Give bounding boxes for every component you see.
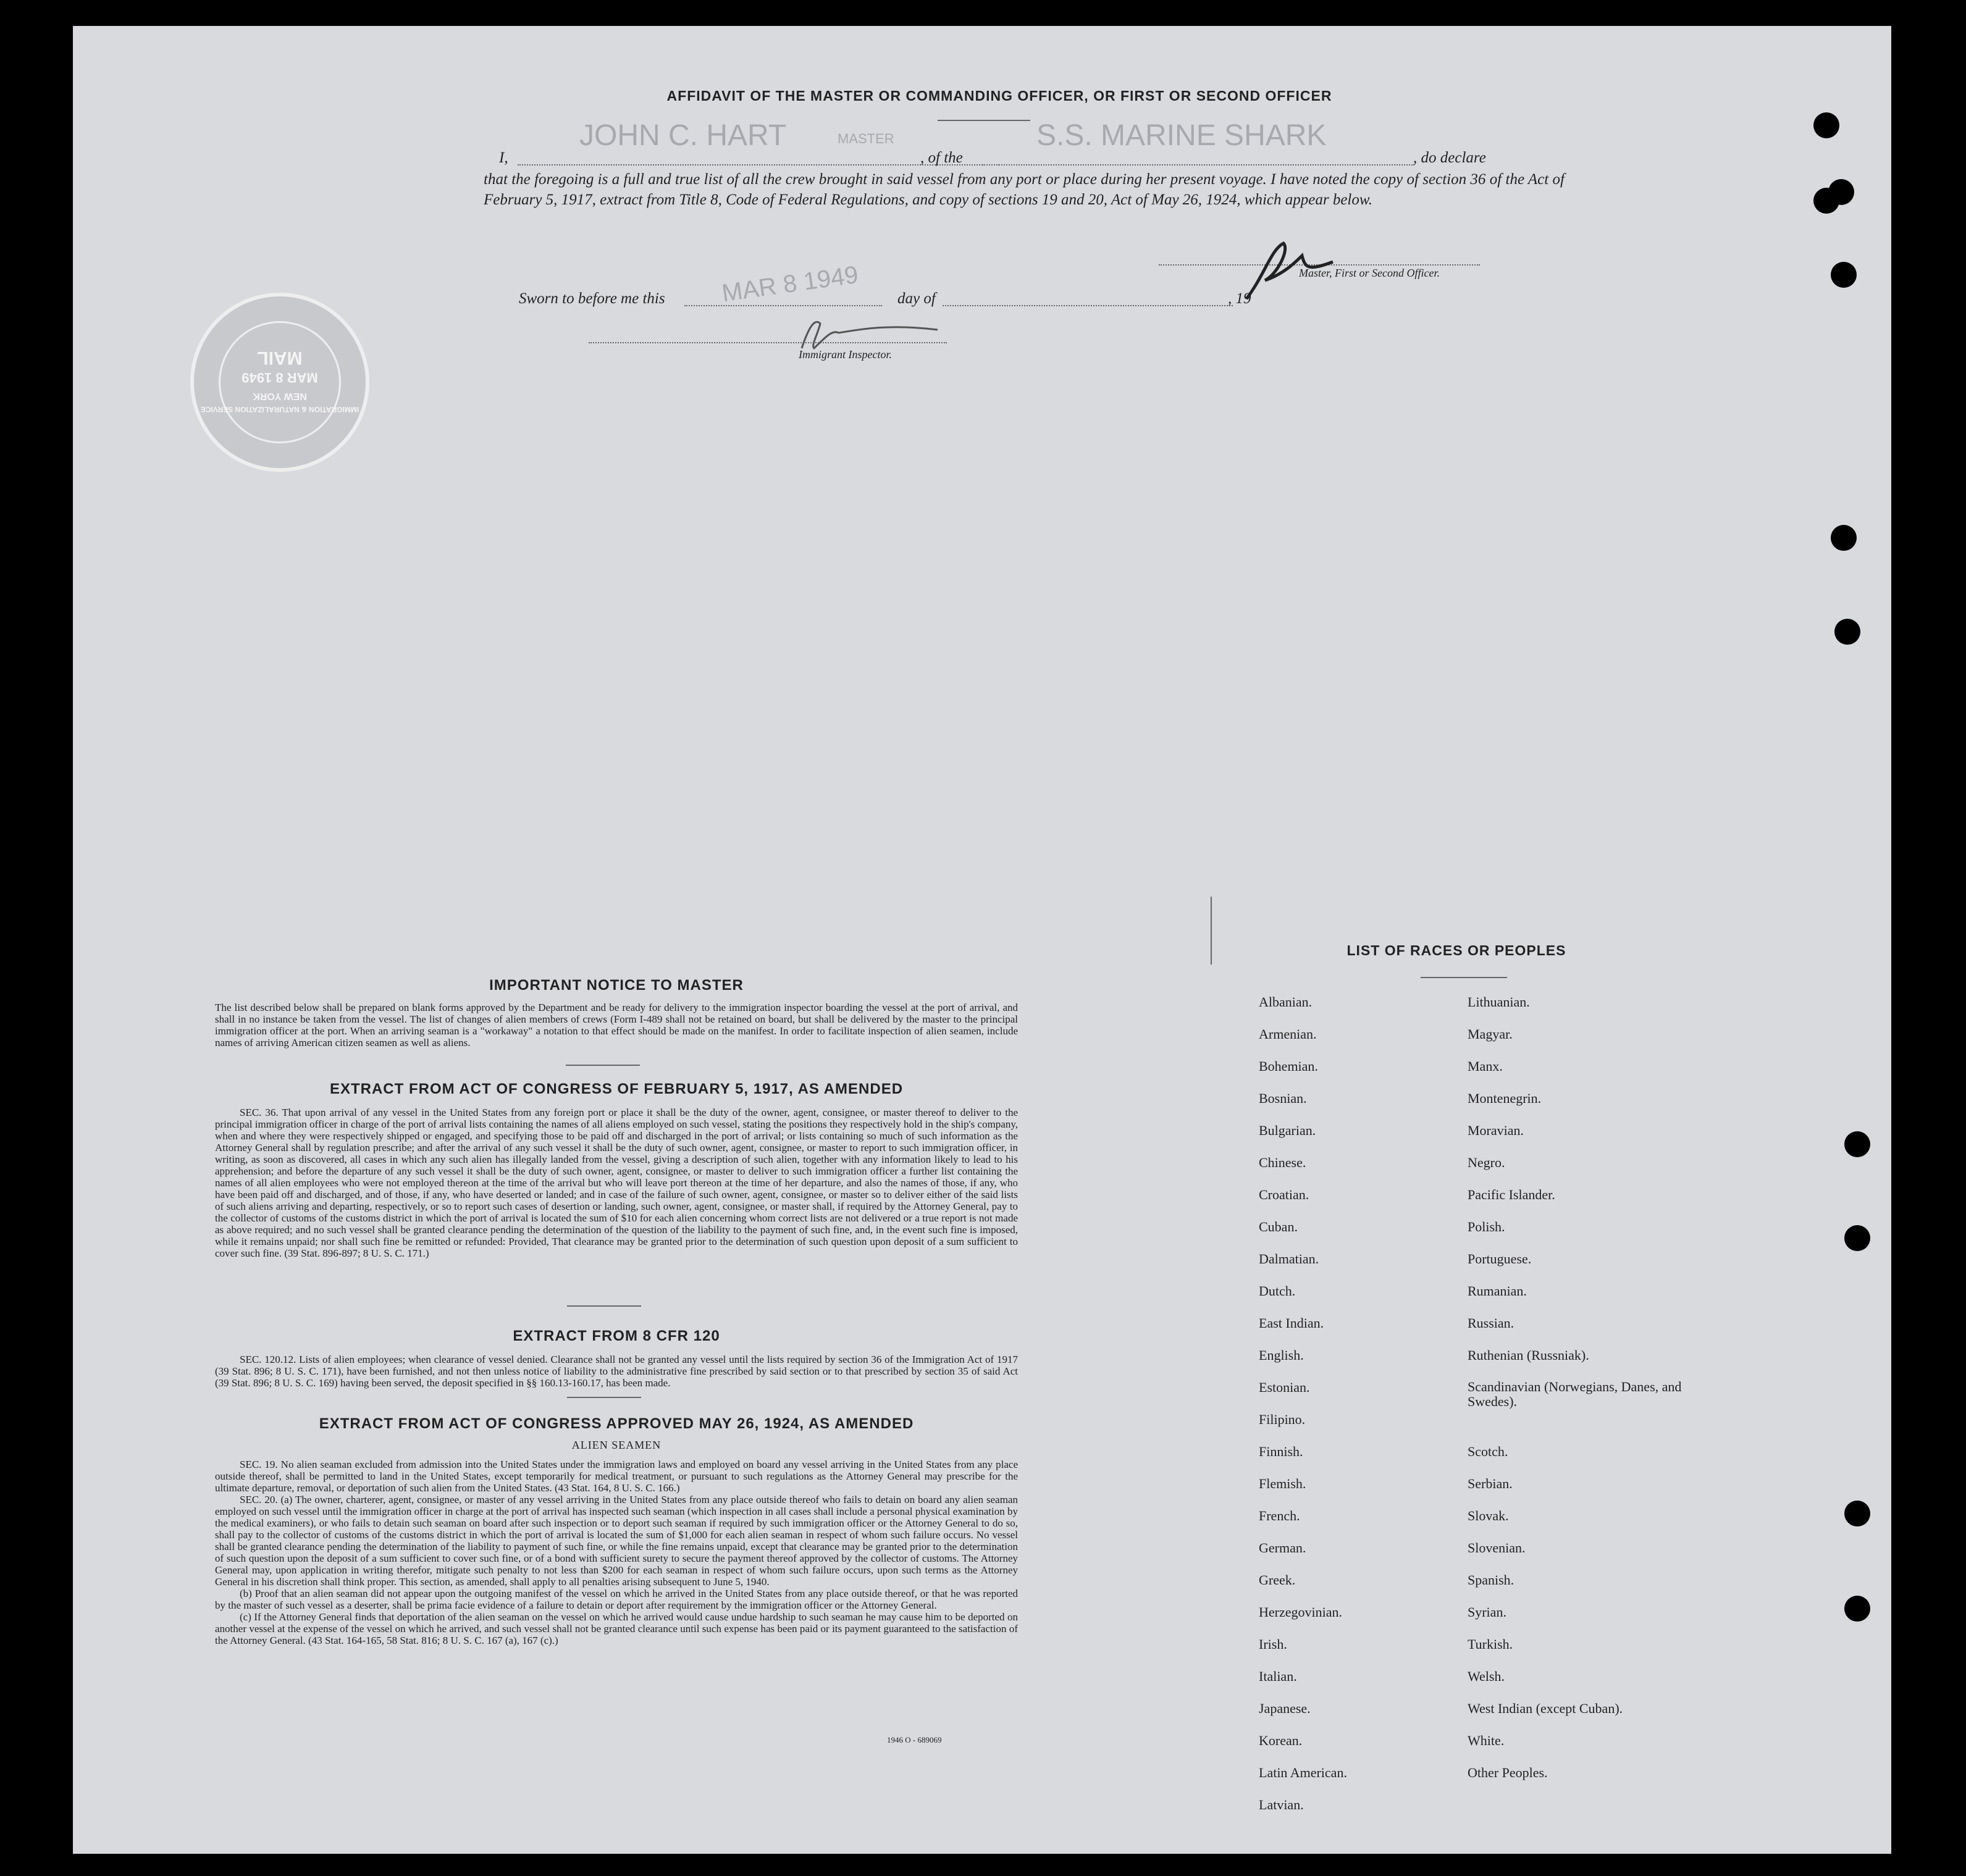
extract-cfr-divider xyxy=(567,1397,641,1398)
extract-cfr-text: SEC. 120.12. Lists of alien employees; when clearance of vessel denied. Clearance shall not be granted any vessel until the lists required by section 36 of the Immigration Act of 1917 (39 Stat. 896; 8 U. S. C. 171), have been furnished, and not then unless notice of liability to the administrative fine prescribed by said section or to that prescribed by section 35 of said Act (39 Stat. 896; 8 U. S. C. 169) having been served, the deposit specified in §§ 160.13-160.17, has been made. xyxy=(215,1354,1018,1389)
race-item: Dalmatian. xyxy=(1259,1251,1319,1267)
punch-hole xyxy=(1844,1501,1870,1526)
race-item: Bulgarian. xyxy=(1259,1123,1316,1138)
race-item: Pacific Islander. xyxy=(1468,1187,1555,1202)
punch-hole xyxy=(1834,619,1860,645)
extract-cfr-title: EXTRACT FROM 8 CFR 120 xyxy=(513,1328,720,1344)
race-item: Irish. xyxy=(1259,1636,1287,1652)
punch-hole xyxy=(1844,1596,1870,1622)
race-item: Armenian. xyxy=(1259,1026,1317,1042)
race-item: Bosnian. xyxy=(1259,1091,1307,1106)
race-item: Latin American. xyxy=(1259,1765,1347,1780)
race-item: Lithuanian. xyxy=(1468,994,1530,1010)
race-item: Slovak. xyxy=(1468,1508,1509,1523)
sec19-text: SEC. 19. No alien seaman excluded from admission into the United States under the immigration laws and employed on board any vessel arriving in the United States from any place outside thereof, shall be permitted to land in the United States, except temporarily for medical treatment, or pursuant to such regulations as the Attorney General may prescribe for the ultimate departure, removal, or deportation of such alien from the United States. (43 Stat. 164, 8 U. S. C. 166.) xyxy=(215,1459,1018,1494)
race-item: English. xyxy=(1259,1347,1304,1363)
print-code: 1946 O - 689069 xyxy=(887,1735,942,1744)
title-divider xyxy=(938,120,1030,121)
race-item: Chinese. xyxy=(1259,1155,1306,1170)
seal-text-city: NEW YORK xyxy=(253,391,307,401)
race-item: West Indian (except Cuban). xyxy=(1468,1701,1623,1716)
extract-1924-subtitle: ALIEN SEAMEN xyxy=(571,1439,662,1451)
margin-mark xyxy=(1211,897,1212,965)
sworn-date-stamp: MAR 8 1949 xyxy=(720,261,860,308)
notice-divider xyxy=(566,1065,640,1066)
master-caption: Master, First or Second Officer. xyxy=(1299,267,1440,279)
race-item: French. xyxy=(1259,1508,1300,1523)
seal-text-agency: IMMIGRATION & NATURALIZATION SERVICE xyxy=(200,405,359,414)
punch-hole xyxy=(1844,1225,1870,1251)
race-item: Latvian. xyxy=(1259,1797,1304,1812)
immigration-seal xyxy=(190,293,369,472)
extract-1917-text: SEC. 36. That upon arrival of any vessel in the United States from any foreign port or place it shall be the duty of the owner, agent, consignee, or master thereof to deliver to the principal immigration officer in charge of the port of arrival lists containing the names of all aliens employed on such vessel, stating the positions they respectively hold in the ship's company, when and where they were respectively shipped or engaged, and specifying those to be paid off and discharged in the port of arrival; or lists containing so much of such information as the Attorney General shall by regulation prescribe; and after the arrival of any such vessel it shall be the duty of such owner, agent, consignee, or master to report to such immigration officer, in writing, as soon as discovered, all cases in which any such alien has illegally landed from the vessel, giving a description of such alien, together with any information likely to lead to his apprehension; and before the departure of any such vessel it shall be the duty of such owner, agent, consignee, or master to deliver to such immigration officer a further list containing the names of all alien employees who were not employed thereon at the time of the arrival but who will leave port thereon at the time of her departure, and also the names of those, if any, who have been paid off and discharged, and of those, if any, who have deserted or landed; and in case of the failure of such owner, agent, consignee, or master so to deliver either of the said lists of such aliens arriving and departing, respectively, or so to report such cases of desertion or landing, such owner, agent, consignee, or master shall, if required by the Attorney General, pay to the collector of customs of the customs district in which the port of arrival is located the sum of $10 for each alien concerning whom correct lists are not delivered or a true report is not made as above required; and no such vessel shall be granted clearance pending the determination of the question of the liability to the payment of such fine, and, in the event such fine is imposed, while it remains unpaid; nor shall such fine be remitted or refunded: Provided, That clearance may be granted prior to the determination of such question upon deposit of a sum sufficient to cover such fine. (39 Stat. 896-897; 8 U. S. C. 171.) xyxy=(215,1107,1018,1259)
race-item: Russian. xyxy=(1468,1315,1514,1331)
races-right-column xyxy=(1468,994,1702,1797)
i-label: I, xyxy=(499,149,508,166)
race-item: Serbian. xyxy=(1468,1476,1513,1491)
of-the-label: , of the xyxy=(920,149,963,166)
race-item: Korean. xyxy=(1259,1733,1303,1748)
punch-hole xyxy=(1813,112,1839,138)
race-item: Dutch. xyxy=(1259,1283,1296,1299)
notice-text: The list described below shall be prepared on blank forms approved by the Department and be ready for delivery to the immigration inspector boarding the vessel at the port of arrival, and shall in no instance be taken from the vessel. The list of changes of alien members of crews (Form I-489 shall not be retained on board, but shall be delivered by the master to the principal immigration officer at the port. When an arriving seaman is a "workaway" a notation to that effect should be made on the manifest. In order to facilitate inspection of alien seamen, include names of arriving American citizen seamen as well as aliens. xyxy=(215,1002,1018,1049)
race-item: Flemish. xyxy=(1259,1476,1306,1491)
affidavit-title: AFFIDAVIT OF THE MASTER OR COMMANDING OFFICER, OR FIRST OR SECOND OFFICER xyxy=(666,88,1332,104)
day-of-label: day of xyxy=(897,290,936,307)
master-title-stamp: MASTER xyxy=(838,131,894,146)
race-item: Portuguese. xyxy=(1468,1251,1532,1267)
race-item: Rumanian. xyxy=(1468,1283,1527,1299)
sec20c-text: (c) If the Attorney General finds that deportation of the alien seaman on the vessel on which he arrived would cause undue hardship to such seaman he may cause him to be deported on another vessel at the expense of the vessel on which he arrived, and such vessel shall not be granted clearance until such expense has been paid or its payment guaranteed to the satisfaction of the Attorney General. (43 Stat. 164-165, 58 Stat. 816; 8 U. S. C. 167 (a), 167 (c).) xyxy=(215,1611,1018,1646)
seal-text-date: MAR 8 1949 xyxy=(242,370,318,385)
races-left-column xyxy=(1259,994,1347,1829)
sec20b-text: (b) Proof that an alien seaman did not appear upon the outgoing manifest of the vessel on which he arrived in the United States from any place outside thereof, or that he was reported by the master of such vessel as a deserter, shall be prima facie evidence of a failure to detain or deport after requirement by the immigration officer or the Attorney General. xyxy=(215,1588,1018,1611)
sworn-day-line xyxy=(684,305,882,306)
vessel-line xyxy=(982,164,1414,165)
race-item: Moravian. xyxy=(1468,1123,1524,1138)
punch-hole xyxy=(1828,179,1854,205)
race-item: White. xyxy=(1468,1733,1505,1748)
race-item: Croatian. xyxy=(1259,1187,1309,1202)
extract-1924-body xyxy=(215,1459,1018,1646)
race-item: Filipino. xyxy=(1259,1412,1306,1427)
race-item: Polish. xyxy=(1468,1219,1505,1234)
month-line xyxy=(943,305,1233,306)
race-item: Japanese. xyxy=(1259,1701,1311,1716)
race-item: Scandinavian (Norwegians, Danes, and Swedes). xyxy=(1468,1379,1682,1409)
manifest-page xyxy=(73,26,1891,1854)
seal-text-mail: MAIL xyxy=(257,348,303,368)
race-item: East Indian. xyxy=(1259,1315,1324,1331)
sec20a-text: SEC. 20. (a) The owner, charterer, agent, consignee, or master of any vessel arriving in the United States from any place outside thereof who fails to detain on board any alien seaman employed on such vessel until the immigration officer in charge at the port of arrival has inspected such seaman (which inspection in all cases shall include a personal physical examination by the medical examiners), or who fails to detain such seaman on board after such inspection or to deport such seaman if required by such immigration officer or the Attorney General to do so, shall pay to the collector of customs of the customs district in which the port of arrival is located the sum of $1,000 for each alien seaman in respect of whom such failure occurs. No vessel shall be granted clearance pending the determination of the liability to payment of such fine, or while the fine remains unpaid, except that clearance may be granted prior to the determination of such question upon the deposit of a sum sufficient to cover such fine, or of a bond with sufficient surety to secure the payment thereof approved by the collector of customs. The Attorney General may, upon application in writing therefor, mitigate such penalty to not less than $200 for each seaman in respect of whom such failure occurs, upon such terms as the Attorney General in his discretion shall think proper. This section, as amended, shall apply to all penalties arising subsequent to June 5, 1940. xyxy=(215,1494,1018,1588)
race-item: Manx. xyxy=(1468,1058,1503,1074)
punch-hole xyxy=(1831,262,1857,288)
sworn-label: Sworn to before me this xyxy=(519,290,665,307)
race-item: Herzegovinian. xyxy=(1259,1604,1342,1620)
race-item: Welsh. xyxy=(1468,1669,1505,1684)
master-name-stamp: JOHN C. HART xyxy=(579,119,787,152)
affidavit-body: that the foregoing is a full and true list of all the crew brought in said vessel from any port or place during her present voyage. I have noted the copy of section 36 of the Act of February 5, 1917, extract from Title 8, Code of Federal Regulations, and copy of sections 19 and 20, Act of May 26, 1924, which appear below. xyxy=(484,171,1565,208)
race-item: Estonian. xyxy=(1259,1380,1310,1395)
race-item: Albanian. xyxy=(1259,994,1313,1010)
race-item: Finnish. xyxy=(1259,1444,1303,1459)
punch-hole xyxy=(1844,1131,1870,1157)
race-item: Bohemian. xyxy=(1259,1058,1318,1074)
race-item: Montenegrin. xyxy=(1468,1091,1542,1106)
races-title: LIST OF RACES OR PEOPLES xyxy=(1346,942,1566,958)
race-item: Syrian. xyxy=(1468,1604,1506,1620)
do-declare-label: , do declare xyxy=(1413,149,1486,166)
race-item: Greek. xyxy=(1259,1572,1296,1588)
races-divider xyxy=(1421,977,1507,978)
extract-1917-divider xyxy=(567,1305,641,1307)
inspector-caption: Immigrant Inspector. xyxy=(799,348,892,361)
race-item: Magyar. xyxy=(1468,1026,1513,1042)
race-item: Ruthenian (Russniak). xyxy=(1468,1347,1589,1363)
extract-1924-title: EXTRACT FROM ACT OF CONGRESS APPROVED MAY 26, 1924, AS AMENDED xyxy=(319,1415,914,1432)
race-item: Scotch. xyxy=(1468,1444,1508,1459)
race-item: Cuban. xyxy=(1259,1219,1298,1234)
vessel-name-stamp: S.S. MARINE SHARK xyxy=(1036,119,1327,152)
race-item: Italian. xyxy=(1259,1669,1297,1684)
extract-1917-title: EXTRACT FROM ACT OF CONGRESS OF FEBRUARY 5, 1917, AS AMENDED xyxy=(329,1081,904,1097)
race-item: Other Peoples. xyxy=(1468,1765,1548,1780)
race-item: Negro. xyxy=(1468,1155,1505,1170)
race-item: Slovenian. xyxy=(1468,1540,1526,1556)
race-item: German. xyxy=(1259,1540,1306,1556)
notice-title: IMPORTANT NOTICE TO MASTER xyxy=(489,977,744,994)
year-label: , 19 xyxy=(1228,290,1251,307)
race-item: Spanish. xyxy=(1468,1572,1514,1588)
race-item: Turkish. xyxy=(1468,1636,1513,1652)
punch-hole xyxy=(1831,525,1857,551)
